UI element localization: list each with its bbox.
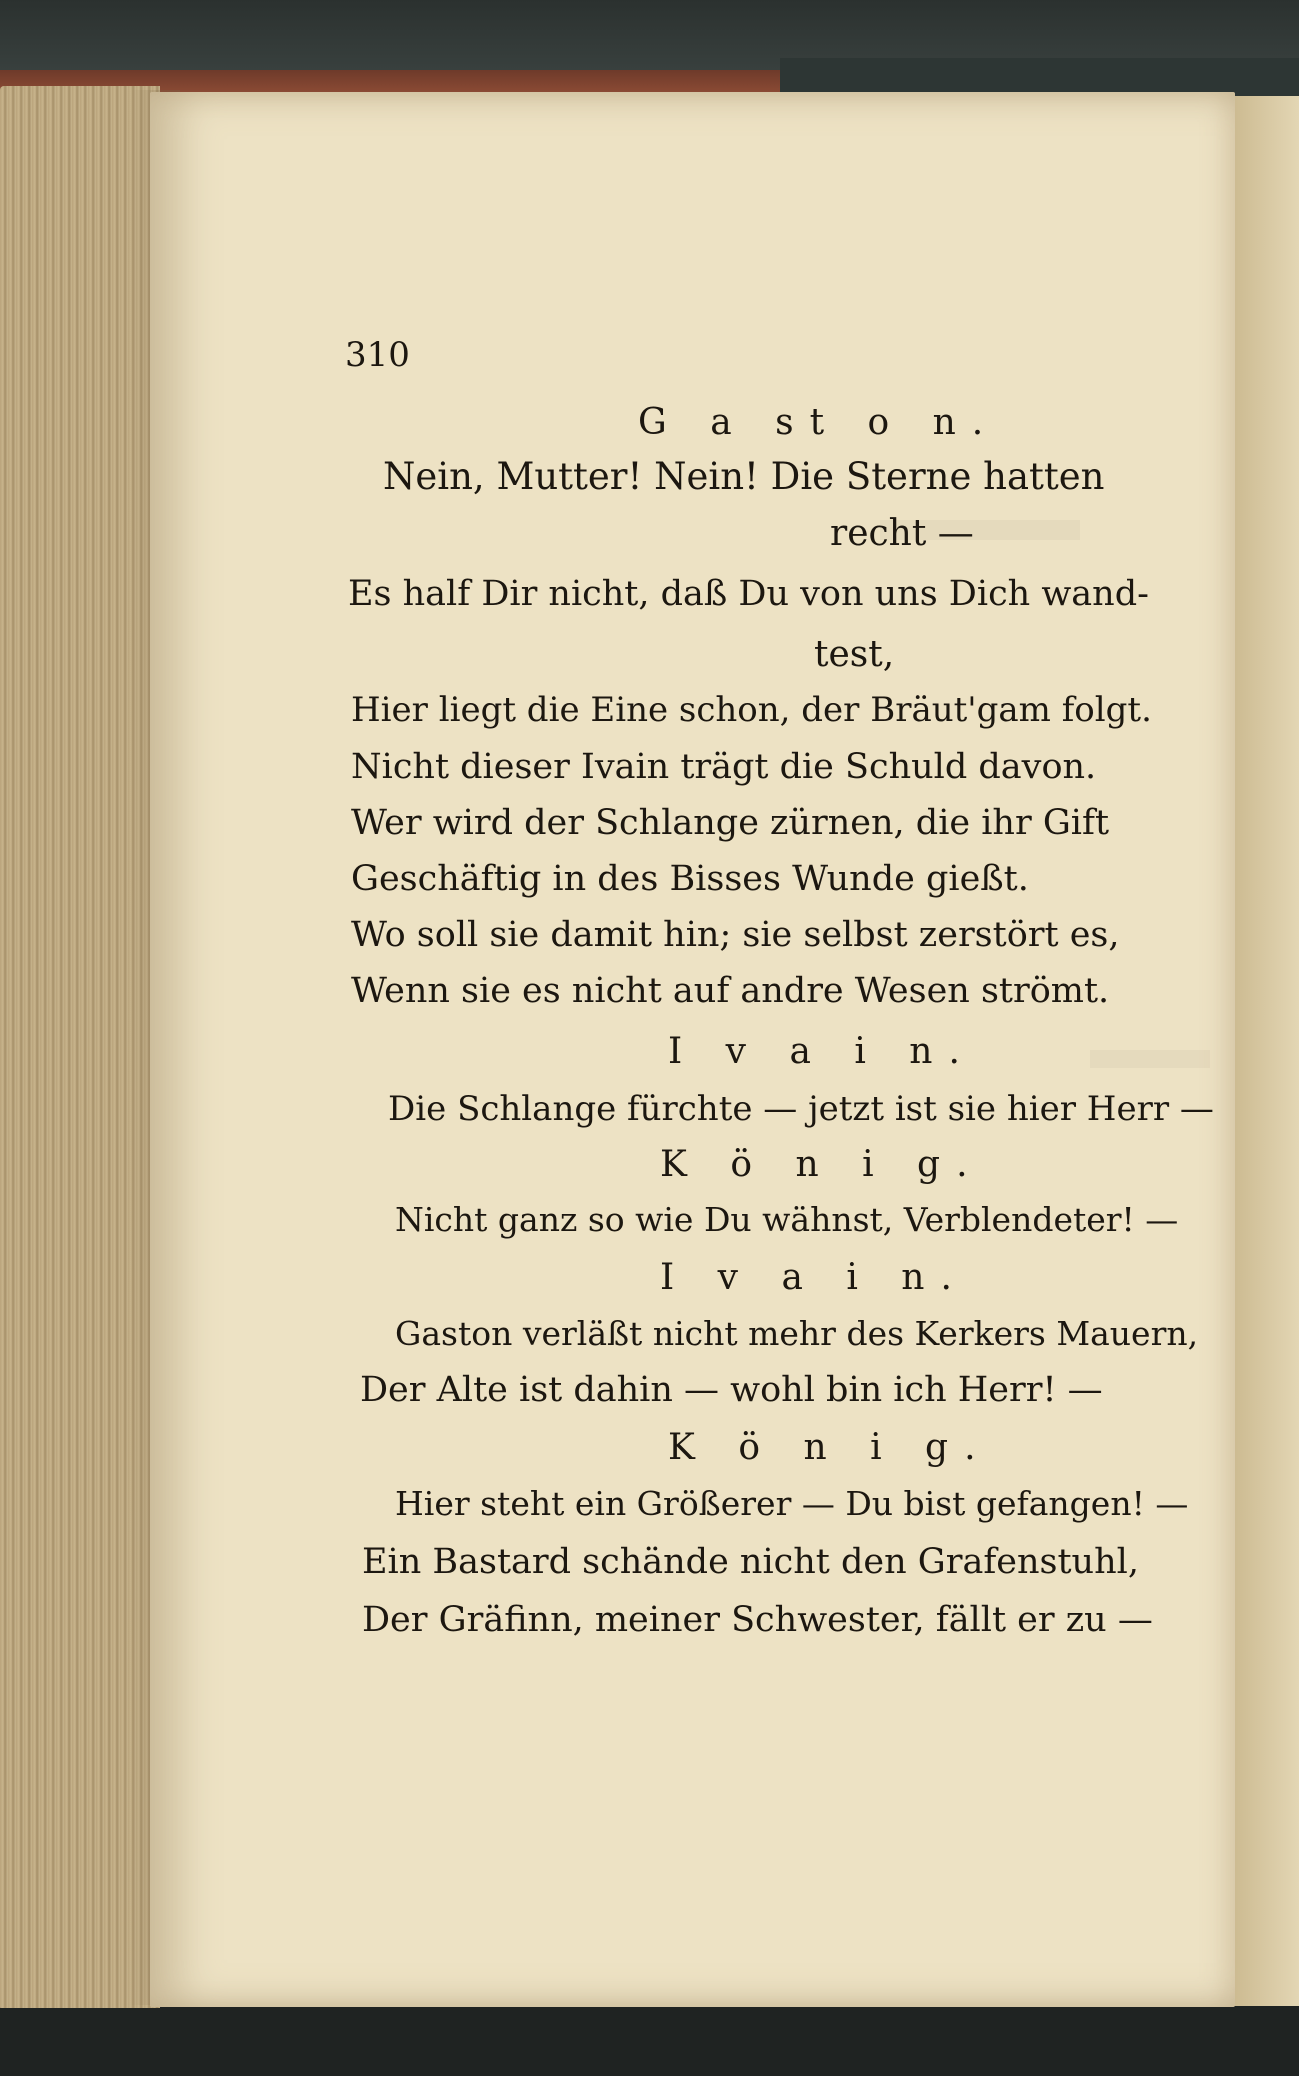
verse-line: Die Schlange fürchte — jetzt ist sie hier Herr —: [388, 1089, 1214, 1129]
speaker-heading: I v a i n.: [668, 1031, 976, 1072]
speaker-heading: K ö n i g.: [668, 1427, 992, 1468]
facing-page-edge: [1230, 96, 1299, 2006]
page-number: 310: [345, 335, 410, 375]
verse-line: Wenn sie es nicht auf andre Wesen strömt.: [351, 971, 1110, 1011]
verse-line: Gaston verläßt nicht mehr des Kerkers Mauern,: [395, 1314, 1199, 1353]
verse-line: Nein, Mutter! Nein! Die Sterne hatten: [383, 455, 1105, 498]
verse-line: Geschäftig in des Bisses Wunde gießt.: [351, 859, 1029, 899]
verse-line: test,: [814, 634, 895, 675]
speaker-heading: K ö n i g.: [660, 1144, 984, 1185]
verse-line: Nicht ganz so wie Du wähnst, Verblendeter! —: [395, 1200, 1179, 1239]
verse-line: Ein Bastard schände nicht den Grafenstuhl,: [362, 1542, 1139, 1582]
verse-line: Wer wird der Schlange zürnen, die ihr Gift: [351, 803, 1110, 843]
scan-background-bottom: [0, 2008, 1299, 2076]
verse-line: Es half Dir nicht, daß Du von uns Dich wand-: [348, 574, 1149, 614]
verse-line: recht —: [830, 513, 974, 554]
verse-line: Hier liegt die Eine schon, der Bräut'gam folgt.: [351, 690, 1152, 730]
verse-line: Der Gräfinn, meiner Schwester, fällt er zu —: [362, 1600, 1153, 1640]
verse-line: Nicht dieser Ivain trägt die Schuld davon.: [351, 747, 1097, 787]
verse-line: Der Alte ist dahin — wohl bin ich Herr! —: [360, 1370, 1103, 1410]
verse-line: Wo soll sie damit hin; sie selbst zerstört es,: [351, 915, 1120, 955]
verse-line: Hier steht ein Größerer — Du bist gefangen! —: [395, 1484, 1189, 1523]
show-through-mark: [1090, 1050, 1210, 1068]
speaker-heading: G a st o n.: [638, 402, 1000, 443]
speaker-heading: I v a i n.: [660, 1257, 968, 1298]
